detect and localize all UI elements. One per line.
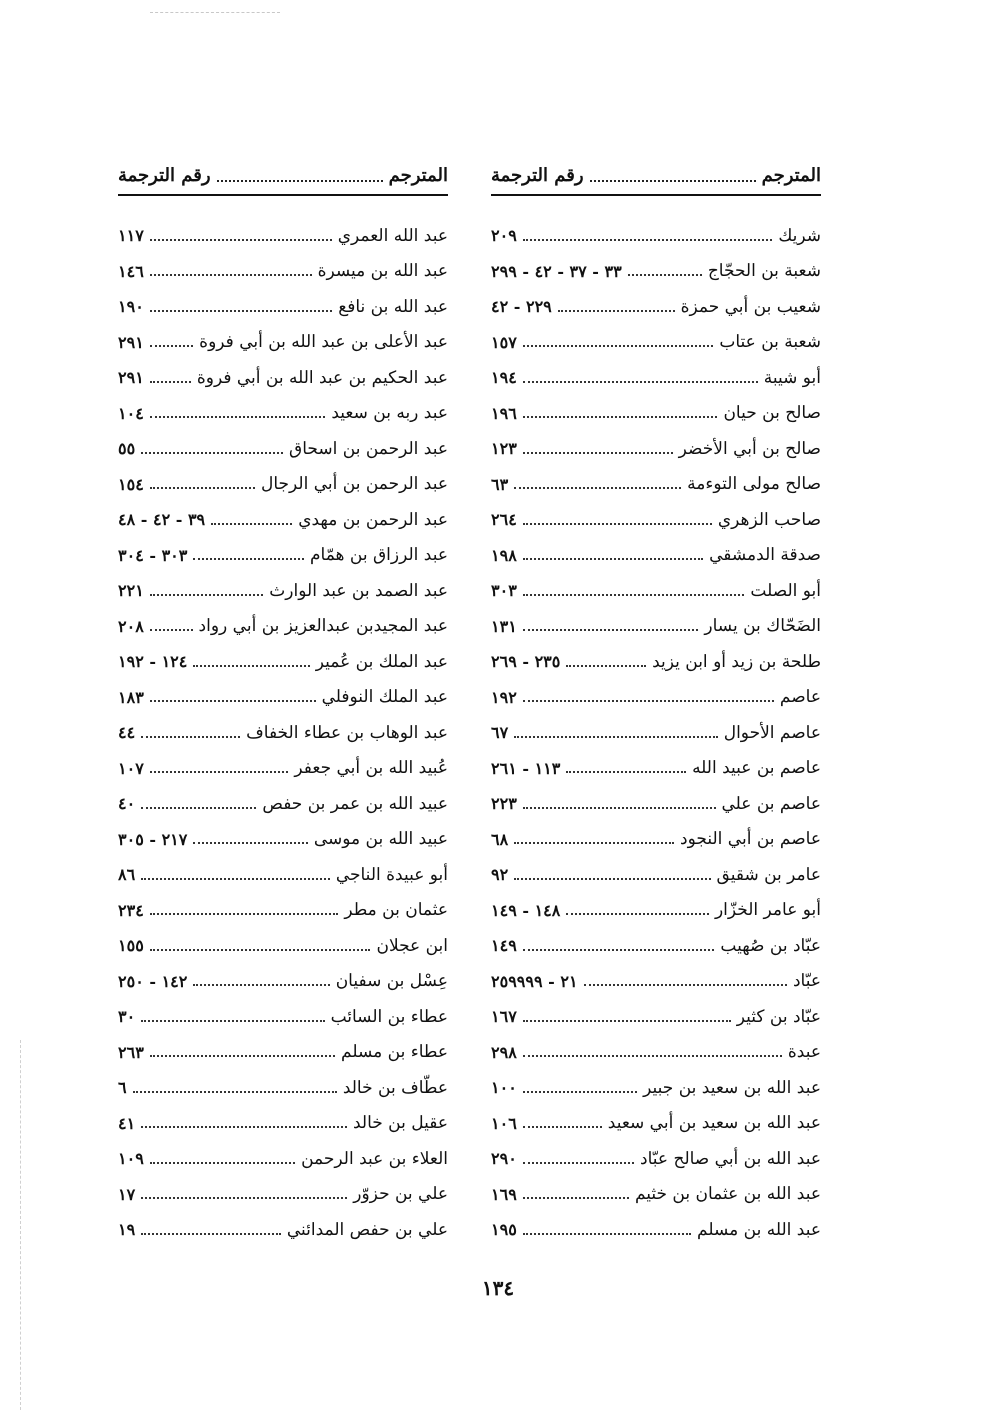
entry-name: عطاء بن مسلم [341,1042,448,1063]
index-entry [118,431,448,467]
leader-dots [514,487,681,489]
entry-number: ٦ [118,1078,127,1098]
leader-dots [523,807,716,809]
entry-name: عاصم بن أبي النجود [680,829,821,850]
index-entry [118,715,448,751]
leader-dots [133,1091,337,1093]
index-entry [491,502,821,538]
index-entry [491,680,821,716]
entry-number: ١٥٤ [118,474,144,494]
entry-number: ٢٦٤ [491,510,517,530]
entry-number: ٨٦ [118,865,136,885]
entry-name: عبد الله بن سعيد بن جبير [643,1077,821,1098]
index-entry [491,964,821,1000]
index-entry [491,431,821,467]
entry-name: العلاء بن عبد الرحمن [301,1148,448,1169]
entry-name: عبد الملك النوفلي [321,687,448,708]
index-entry [491,538,821,574]
entry-name: عبد الحكيم بن عبد الله بن أبي فروة [196,367,448,388]
entry-name: عُبيد الله بن أبي جعفر [294,758,448,779]
entry-number: ١٤٩ [491,936,517,956]
page-number: ١٣٤ [481,1276,515,1300]
entry-name: عبد الله العمري [337,225,448,246]
entry-name: عبد الله بن عثمان بن خثيم [634,1184,821,1205]
leader-dots [150,1055,335,1057]
entry-number: ١٠٠ [491,1078,517,1098]
index-entry [491,857,821,893]
index-entry [491,289,821,325]
index-entry [491,786,821,822]
leader-dots [141,736,240,738]
column-header [118,150,448,196]
entry-name: عبد الله بن مسلم [697,1219,821,1240]
index-entry [491,751,821,787]
entry-number: ٢٢٣ [491,794,517,814]
leader-dots [150,913,339,915]
entry-name: صالح مولى التوءمة [687,474,821,495]
leader-dots [523,523,712,525]
leader-dots [141,1020,324,1022]
index-entry [118,751,448,787]
entry-name: عاصم الأحوال [723,722,821,743]
entry-name: عبد المجيدبن عبدالعزيز بن أبي رواد [198,616,448,637]
entry-name: شعبة بن الحجّاج [707,261,821,282]
entry-name: عثمان بن مطر [344,900,448,921]
leader-dots [523,1126,602,1128]
index-entry [118,467,448,503]
leader-dots [150,771,289,773]
leader-dots [566,771,686,773]
leader-dots [150,1162,295,1164]
index-entry [491,325,821,361]
entry-name: ابن عجلان [376,935,448,956]
entry-number: ١٦٩ [491,1184,517,1204]
entry-number: ٦٣ [491,474,509,494]
entry-name: عبد الوهاب بن عطاء الخفاف [246,722,448,743]
entry-number: ١٧ [118,1184,136,1204]
entry-name: عبّاد بن كثير [736,1006,821,1027]
entry-number: ٢١ - ٢٥٩٩٩٩ [491,971,578,991]
entry-list [118,218,448,1248]
entry-name: علي بن حفص المدائني [286,1219,448,1240]
entry-number: ١٠٧ [118,758,144,778]
column-header [491,150,821,196]
entry-name: عبد الله بن سعيد بن أبي سعيد [607,1113,821,1134]
leader-dots [566,913,709,915]
entry-number: ٩٢ [491,865,509,885]
leader-dots [523,700,774,702]
entry-name: عبد الله بن ميسرة [317,261,448,282]
index-entry [118,573,448,609]
header-number-label: رقم الترجمة [491,165,584,186]
entry-number: ١٦٧ [491,1007,517,1027]
entry-number: ٤١ [118,1113,136,1133]
leader-dots [523,1020,731,1022]
entry-name: شريك [778,225,821,246]
entry-name: طلحة بن زيد أو ابن يزيد [652,651,821,672]
index-entry [118,1177,448,1213]
entry-number: ١٩ [118,1220,136,1240]
entry-number: ٢٢٩ - ٤٢ [491,297,552,317]
leader-dots [523,381,758,383]
leader-dots [523,629,699,631]
leader-dots [150,487,255,489]
entry-number: ١٠٦ [491,1113,517,1133]
entry-name: عبد الرحمن بن اسحاق [289,438,448,459]
leader-dots [141,1197,347,1199]
entry-name: عطّاف بن خالد [342,1077,448,1098]
entry-number: ٥٥ [118,439,136,459]
entry-name: علي بن حزوّر [353,1184,448,1205]
index-entry [491,254,821,290]
entry-number: ١٢٣ [491,439,517,459]
leader-dots [211,523,292,525]
entry-name: صالح بن أبي الأخضر [678,438,821,459]
index-entry [118,1106,448,1142]
index-entry [118,928,448,964]
index-entry [491,396,821,432]
entry-name: عبيد الله بن عمر بن حفص [262,793,448,814]
leader-dots [523,1197,629,1199]
index-entry [491,360,821,396]
leader-dots [514,842,674,844]
leader-dots [193,842,307,844]
entry-number: ٣٣ - ٣٧ - ٤٢ - ٢٩٩ [491,261,622,281]
header-number-label: رقم الترجمة [118,165,211,186]
entry-number: ٢٩٨ [491,1042,517,1062]
leader-dots [523,1055,782,1057]
entry-name: عبد الصمد بن عبد الوارث [269,580,448,601]
index-entry [118,609,448,645]
entry-name: صدقة الدمشقي [709,545,821,566]
entry-name: عاصم بن علي [721,793,821,814]
entry-number: ٢٢١ [118,581,144,601]
leader-dots [584,984,787,986]
index-entry [118,538,448,574]
index-entry [118,289,448,325]
index-entry [491,467,821,503]
index-entry [118,1035,448,1071]
entry-name: عطاء بن السائب [330,1006,448,1027]
leader-dots [566,665,646,667]
index-entry [491,609,821,645]
entry-number: ٦٧ [491,723,509,743]
index-entry [118,893,448,929]
entry-number: ١٣١ [491,616,517,636]
index-entry [118,822,448,858]
entry-number: ١٩٥ [491,1220,517,1240]
entry-name: عبّاد [792,971,821,992]
entry-name: عاصم [779,687,821,708]
entry-number: ١٩٦ [491,403,517,423]
index-entry [118,360,448,396]
entry-number: ١٨٣ [118,687,144,707]
entry-name: شعيب بن أبي حمزة [680,296,821,317]
entry-name: عِسْل بن سفيان [335,971,448,992]
index-entry [118,857,448,893]
leader-dots [523,239,773,241]
index-entry [491,1070,821,1106]
index-entry [118,325,448,361]
entry-name: عامر بن شقيق [716,864,821,885]
entry-number: ٣٠٣ [491,581,517,601]
entry-number: ١٩٢ [491,687,517,707]
entry-number: ٣٠ [118,1007,136,1027]
leader-dots [523,1091,637,1093]
entry-number: ١٩٠ [118,297,144,317]
entry-list [491,218,821,1248]
entry-name: عبد الرزاق بن همّام [310,545,448,566]
leader-dots [628,274,702,276]
entry-number: ١٢٤ - ١٩٢ [118,652,188,672]
leader-dots [150,629,193,631]
leader-dots [150,239,332,241]
index-entry [491,1035,821,1071]
index-entry [118,1070,448,1106]
index-entry [491,1212,821,1248]
leader-dots [150,594,264,596]
entry-number: ٢٣٤ [118,900,144,920]
leader-dots [523,1233,691,1235]
entry-name: عبّاد بن صُهيب [720,935,821,956]
entry-number: ١١٧ [118,226,144,246]
entry-name: عاصم بن عبيد الله [692,758,821,779]
leader-dots [150,310,332,312]
index-entry [491,1141,821,1177]
entry-name: عبدة [787,1042,821,1063]
entry-number: ١٥٥ [118,936,144,956]
leader-dots [523,949,715,951]
entry-number: ١٩٤ [491,368,517,388]
index-entry [491,218,821,254]
index-entry [118,644,448,680]
index-entry [118,999,448,1035]
leader-dots [141,1126,347,1128]
entry-number: ٢٠٨ [118,616,144,636]
entry-number: ٢٩١ [118,368,144,388]
index-entry [118,254,448,290]
entry-number: ٤٠ [118,794,136,814]
index-entry [491,715,821,751]
index-entry [491,1177,821,1213]
entry-number: ٣٠٣ - ٣٠٤ [118,545,188,565]
entry-number: ٦٨ [491,829,509,849]
entry-name: عبد ربه بن سعيد [331,403,448,424]
header-translated-label: المترجم [388,165,448,186]
entry-number: ١٥٧ [491,332,517,352]
entry-name: عبد الرحمن بن مهدي [298,509,448,530]
leader-dots [150,700,316,702]
index-column-right [491,150,821,1248]
leader-dots [523,1162,634,1164]
entry-number: ٣٩ - ٤٢ - ٤٨ [118,510,206,530]
index-entry [491,999,821,1035]
leader-dots [150,416,326,418]
entry-name: أبو عبيدة الناجي [335,864,448,885]
entry-number: ٢٠٩ [491,226,517,246]
index-column-left [118,150,448,1248]
leader-dots [141,452,283,454]
entry-name: الضَحّاك بن يسار [704,616,821,637]
entry-number: ٢١٧ - ٣٠٥ [118,829,188,849]
leader-dots [193,984,329,986]
entry-number: ١٤٢ - ٢٥٠ [118,971,188,991]
entry-name: صالح بن حيان [723,403,821,424]
leader-dots [523,345,714,347]
index-entry [491,573,821,609]
index-entry [118,396,448,432]
index-entry [491,822,821,858]
entry-name: عقيل بن خالد [352,1113,448,1134]
entry-number: ٢٩٠ [491,1149,517,1169]
index-entry [491,644,821,680]
entry-number: ٤٤ [118,723,136,743]
leader-dots [141,878,330,880]
index-entry [118,502,448,538]
entry-name: شعبة بن عتاب [719,332,821,353]
header-leader-dots [217,180,383,182]
leader-dots [523,558,703,560]
entry-number: ١٠٤ [118,403,144,423]
index-entry [118,1212,448,1248]
leader-dots [523,416,718,418]
entry-name: عبد الملك بن عُمير [315,651,448,672]
leader-dots [193,665,309,667]
margin-marks-decoration [20,1040,21,1410]
entry-name: أبو الصلت [750,580,821,601]
header-leader-dots [590,180,756,182]
leader-dots [514,878,710,880]
entry-number: ١٠٩ [118,1149,144,1169]
top-dashes-decoration [150,12,280,15]
leader-dots [150,345,193,347]
leader-dots [523,594,745,596]
leader-dots [150,949,371,951]
leader-dots [150,274,312,276]
index-entry [118,964,448,1000]
header-translated-label: المترجم [761,165,821,186]
entry-number: ١٤٦ [118,261,144,281]
entry-number: ١١٣ - ٢٦١ [491,758,561,778]
leader-dots [523,452,673,454]
index-entry [118,680,448,716]
entry-number: ٢٩١ [118,332,144,352]
entry-name: صاحب الزهري [717,509,821,530]
entry-name: عبيد الله بن موسى [313,829,448,850]
leader-dots [150,381,191,383]
index-entry [491,1106,821,1142]
leader-dots [558,310,675,312]
leader-dots [193,558,304,560]
index-entry [491,893,821,929]
index-entry [118,218,448,254]
entry-name: عبد الرحمن بن أبي الرجال [261,474,448,495]
entry-name: عبد الله بن نافع [338,296,448,317]
leader-dots [141,807,256,809]
index-entry [118,1141,448,1177]
index-entry [118,786,448,822]
entry-number: ٢٦٣ [118,1042,144,1062]
entry-number: ١٩٨ [491,545,517,565]
entry-name: أبو عامر الخزّار [714,900,821,921]
index-entry [491,928,821,964]
entry-name: أبو شيبة [763,367,821,388]
entry-name: عبد الأعلى بن عبد الله بن أبي فروة [199,332,448,353]
entry-number: ٢٣٥ - ٢٦٩ [491,652,561,672]
leader-dots [514,736,718,738]
leader-dots [141,1233,281,1235]
entry-number: ١٤٨ - ١٤٩ [491,900,561,920]
entry-name: عبد الله بن أبي صالح عبّاد [640,1148,821,1169]
